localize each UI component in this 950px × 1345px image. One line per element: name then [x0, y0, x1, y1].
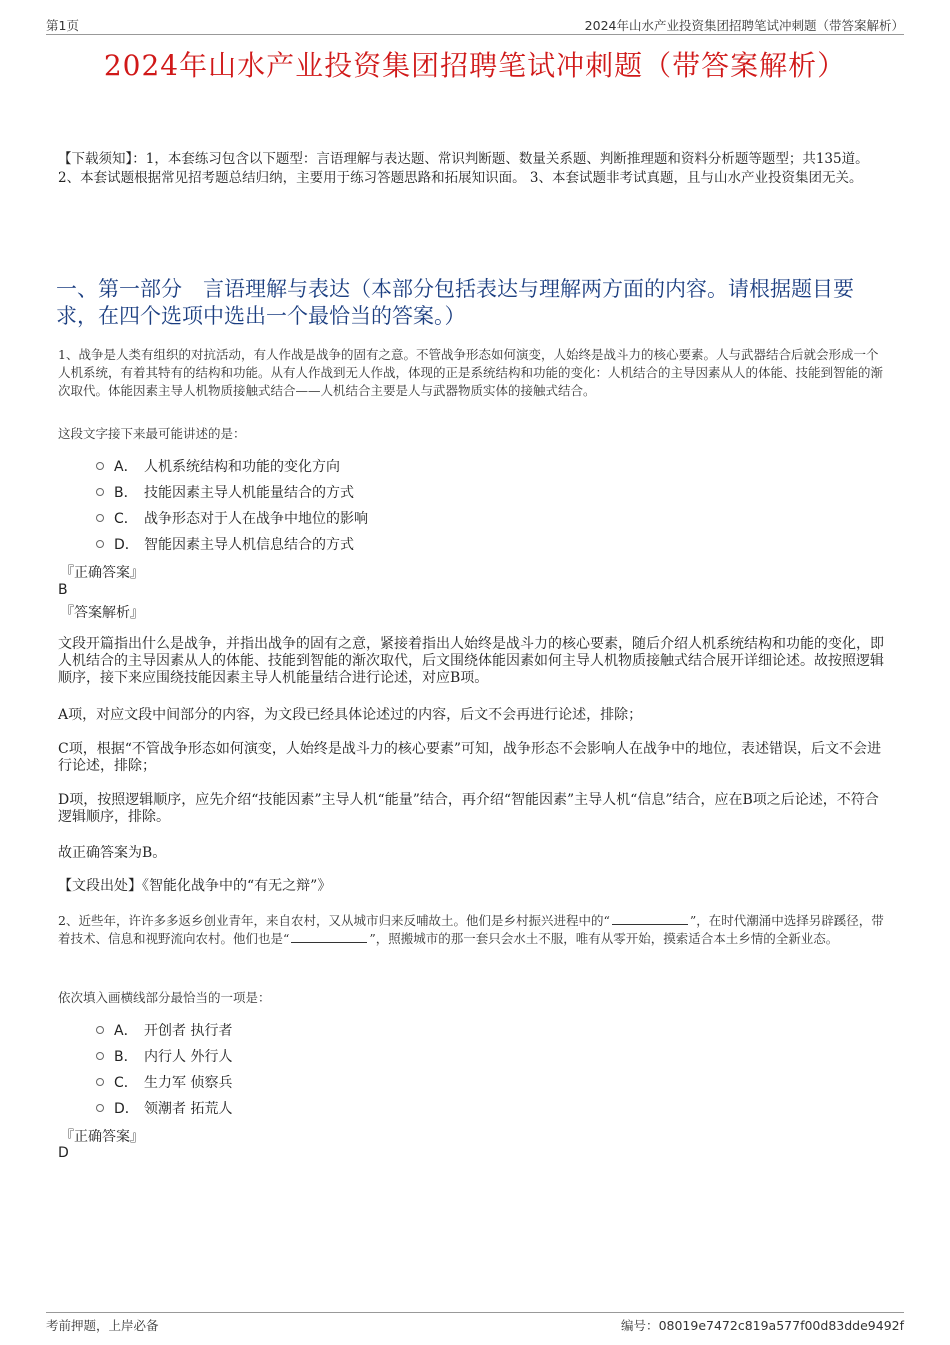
analysis-conclusion: 故正确答案为B。	[58, 845, 167, 861]
analysis-paragraph: C项，根据“不管战争形态如何演变，人始终是战斗力的核心要素”可知，战争形态不会影响人在战争中的地位，表述错误，后文不会进行论述，排除；	[58, 741, 882, 774]
radio-button-icon[interactable]	[96, 540, 104, 548]
question-1-prompt: 这段文字接下来最可能讲述的是：	[58, 426, 246, 441]
footer-code: 编号：08019e7472c819a577f00d83dde9492f	[621, 1318, 904, 1333]
page-footer	[46, 1312, 904, 1333]
analysis-label: 『答案解析』	[60, 605, 144, 621]
question-1-stem: 1、战争是人类有组织的对抗活动，有人作战是战争的固有之意。不管战争形态如何演变，人始终是战斗力的核心要素。人与武器结合后就会形成一个人机系统，有着其特有的结构和功能。从有人作战到无人作战，体现的正是系统结构和功能的变化：人机结合的主导因素从人的体能、技能到智能的渐次取代。体能因素主导人机物质接触式结合——人机结合主要是人与武器物质实体的接触式结合。	[58, 347, 884, 398]
document-title: 2024年山水产业投资集团招聘笔试冲刺题（带答案解析）	[103, 49, 847, 82]
radio-button-icon[interactable]	[96, 1078, 104, 1086]
radio-button-icon[interactable]	[96, 1104, 104, 1112]
radio-button-icon[interactable]	[96, 488, 104, 496]
analysis-paragraph: 文段开篇指出什么是战争，并指出战争的固有之意，紧接着指出人始终是战斗力的核心要素，随后介绍人机系统结构和功能的变化，即人机结合的主导因素从人的体能、技能到智能的渐次取代，后文围绕体能因素如何主导人机物质接触式结合展开详细论述。故按照逻辑顺序，接下来应围绕技能因素主导人机能量结合进行论述，对应B项。	[58, 636, 884, 686]
option-a[interactable]: A． 开创者 执行者	[96, 1017, 232, 1043]
page-header	[46, 14, 904, 35]
radio-button-icon[interactable]	[96, 462, 104, 470]
question-1-options	[96, 453, 368, 557]
option-d[interactable]: D． 领潮者 拓荒人	[96, 1095, 232, 1121]
option-c[interactable]: C． 生力军 侦察兵	[96, 1069, 232, 1095]
option-c[interactable]: C． 战争形态对于人在战争中地位的影响	[96, 505, 368, 531]
analysis-paragraph: D项，按照逻辑顺序，应先介绍“技能因素”主导人机“能量”结合，再介绍“智能因素”主导人机“信息”结合，应在B项之后论述，不符合逻辑顺序，排除。	[58, 792, 879, 825]
radio-button-icon[interactable]	[96, 1026, 104, 1034]
analysis-paragraph: A项，对应文段中间部分的内容，为文段已经具体论述过的内容，后文不会再进行论述，排除；	[58, 707, 643, 723]
download-notice: 【下载须知】：1，本套练习包含以下题型：言语理解与表达题、常识判断题、数量关系题、判断推理题和资料分析题等题型；共135道。 2、本套试题根据常见招考题总结归纳，主要用于练习答题思路和拓展知识面。 3、本套试题非考试真题，且与山水产业投资集团无关。	[58, 151, 869, 186]
answer-value: B	[58, 582, 68, 598]
answer-label: 『正确答案』	[60, 1129, 144, 1145]
footer-slogan: 考前押题，上岸必备	[46, 1318, 159, 1333]
option-b[interactable]: B． 技能因素主导人机能量结合的方式	[96, 479, 368, 505]
page-number: 第1页	[46, 18, 79, 33]
fill-blank	[291, 930, 367, 943]
header-doc-title: 2024年山水产业投资集团招聘笔试冲刺题（带答案解析）	[584, 18, 904, 33]
question-2-stem: 2、近些年，许许多多返乡创业青年，来自农村，又从城市归来反哺故土。他们是乡村振兴进程中的“ ”，在时代潮涌中选择另辟蹊径，带着技术、信息和视野流向农村。他们也是“ ”，照搬城市的那一套只会水土不服，唯有从零开始，摸索适合本土乡情的全新业态。	[58, 913, 884, 946]
option-d[interactable]: D． 智能因素主导人机信息结合的方式	[96, 531, 368, 557]
answer-value: D	[58, 1145, 69, 1161]
question-2-options	[96, 1017, 232, 1121]
radio-button-icon[interactable]	[96, 514, 104, 522]
radio-button-icon[interactable]	[96, 1052, 104, 1060]
option-a[interactable]: A． 人机系统结构和功能的变化方向	[96, 453, 368, 479]
fill-blank	[612, 912, 688, 925]
option-b[interactable]: B． 内行人 外行人	[96, 1043, 232, 1069]
source-citation: 【文段出处】《智能化战争中的“有无之辩”》	[58, 878, 332, 894]
question-2-prompt: 依次填入画横线部分最恰当的一项是：	[58, 990, 271, 1005]
section-heading: 一、第一部分 言语理解与表达（本部分包括表达与理解两方面的内容。请根据题目要求，在四个选项中选出一个最恰当的答案。）	[56, 277, 854, 328]
answer-label: 『正确答案』	[60, 565, 144, 581]
